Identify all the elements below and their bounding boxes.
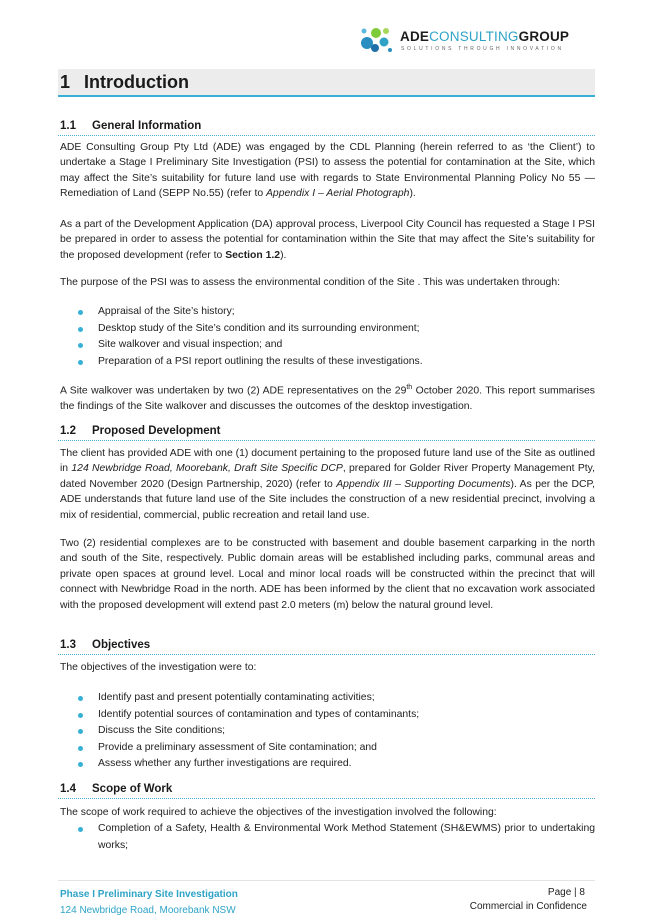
bullet-list xyxy=(78,304,595,370)
section-title: General Information xyxy=(92,120,202,132)
paragraph: The client has provided ADE with one (1) document pertaining to the proposed future land use of the Site as outlined in 124 Newbridge Road, Moorebank, Draft Site Specific DCP, prepared for Golder River Property Management Pty, dated November 2020 (Design Partnership, 2020) (refer to Appendix III – Supporting Documents). As per the DCP, ADE understands that future land use of the Site includes the construction of a new residential precinct, involving a mix of residential, commercial, public recreation and retail land use. xyxy=(60,448,595,521)
chapter-number: 1 xyxy=(60,72,71,92)
bullet-icon xyxy=(78,762,83,767)
chapter-heading xyxy=(58,69,595,97)
bullet-list xyxy=(78,821,595,854)
chapter-title: Introduction xyxy=(84,72,189,92)
section-number: 1.3 xyxy=(60,639,76,651)
list-item: Completion of a Safety, Health & Environmental Work Method Statement (SH&EWMS) prior to undertaking works; xyxy=(78,821,595,854)
list-item: Assess whether any further investigations are required. xyxy=(78,756,595,773)
list-item: Discuss the Site conditions; xyxy=(78,723,595,740)
section-title: Proposed Development xyxy=(92,425,221,437)
paragraph: A Site walkover was undertaken by two (2) ADE representatives on the 29th October 2020. This report summarises the findings of the Site walkover and discusses the outcomes of the desktop investigation. xyxy=(60,384,595,412)
bullet-icon xyxy=(78,729,83,734)
bullet-icon xyxy=(78,713,83,718)
section-number: 1.2 xyxy=(60,425,76,437)
bullet-icon xyxy=(78,327,83,332)
footer-divider xyxy=(58,880,595,881)
section-title: Objectives xyxy=(92,639,151,651)
section-heading-general-information xyxy=(58,119,595,136)
section-title: Scope of Work xyxy=(92,783,173,795)
bullet-icon xyxy=(78,343,83,348)
footer-document-title: Phase I Preliminary Site Investigation xyxy=(60,889,238,900)
footer-address: 124 Newbridge Road, Moorebank NSW xyxy=(60,905,236,916)
list-item: Identify past and present potentially contaminating activities; xyxy=(78,690,595,707)
paragraph: The scope of work required to achieve the objectives of the investigation involved the following: xyxy=(60,807,497,818)
page-number: Page | 8 xyxy=(547,887,585,898)
paragraph: As a part of the Development Application (DA) approval process, Liverpool City Council has requested a Stage I PSI be prepared in order to assess the potential for contamination within the Site that may affect the Site’s suitability for the proposed development (refer to Section 1.2). xyxy=(60,219,595,261)
paragraph: The objectives of the investigation were to: xyxy=(60,662,257,673)
bullet-icon xyxy=(78,746,83,751)
molecule-logo-icon xyxy=(358,22,394,56)
list-item: Site walkover and visual inspection; and xyxy=(78,337,595,354)
list-item: Identify potential sources of contamination and types of contaminants; xyxy=(78,707,595,724)
list-item: Preparation of a PSI report outlining the results of these investigations. xyxy=(78,354,595,371)
section-number: 1.4 xyxy=(60,783,76,795)
section-heading-proposed-development xyxy=(58,424,595,441)
bullet-icon xyxy=(78,310,83,315)
bullet-list xyxy=(78,690,595,773)
section-heading-objectives xyxy=(58,638,595,655)
list-item: Appraisal of the Site’s history; xyxy=(78,304,595,321)
confidentiality-label: Commercial in Confidence xyxy=(469,901,587,912)
logo-wordmark: ADECONSULTINGGROUP xyxy=(400,29,570,44)
paragraph: The purpose of the PSI was to assess the environmental condition of the Site . This was undertaken through: xyxy=(60,277,561,288)
bullet-icon xyxy=(78,827,83,832)
section-number: 1.1 xyxy=(60,120,76,132)
bullet-icon xyxy=(78,360,83,365)
section-heading-scope-of-work xyxy=(58,782,595,799)
bullet-icon xyxy=(78,696,83,701)
list-item: Provide a preliminary assessment of Site contamination; and xyxy=(78,740,595,757)
paragraph: ADE Consulting Group Pty Ltd (ADE) was engaged by the CDL Planning (herein referred to as ‘the Client’) to undertake a Stage I Preliminary Site Investigation (PSI) to assess the potential for contamination at the Site, which may affect the Site’s suitability for future land use with regards to State Environmental Planning Policy No 55 — Remediation of Land (SEPP No.55) (refer to Appendix I – Aerial Photograph). xyxy=(60,142,595,200)
paragraph: Two (2) residential complexes are to be constructed with basement and double basement carparking in the north and south of the Site, respectively. Public domain areas will be established including parks, communal areas and private open spaces at ground level. Local and minor local roads will be constructed within the precinct that will connect with Newbridge Road in the north. ADE has been informed by the client that no excavation work associated with the proposed development will extend past 2.0 meters (m) below the natural ground level. xyxy=(60,538,595,611)
company-logo xyxy=(358,22,598,56)
list-item: Desktop study of the Site’s condition and its surrounding environment; xyxy=(78,321,595,338)
logo-tagline: SOLUTIONS THROUGH INNOVATION xyxy=(401,46,564,52)
